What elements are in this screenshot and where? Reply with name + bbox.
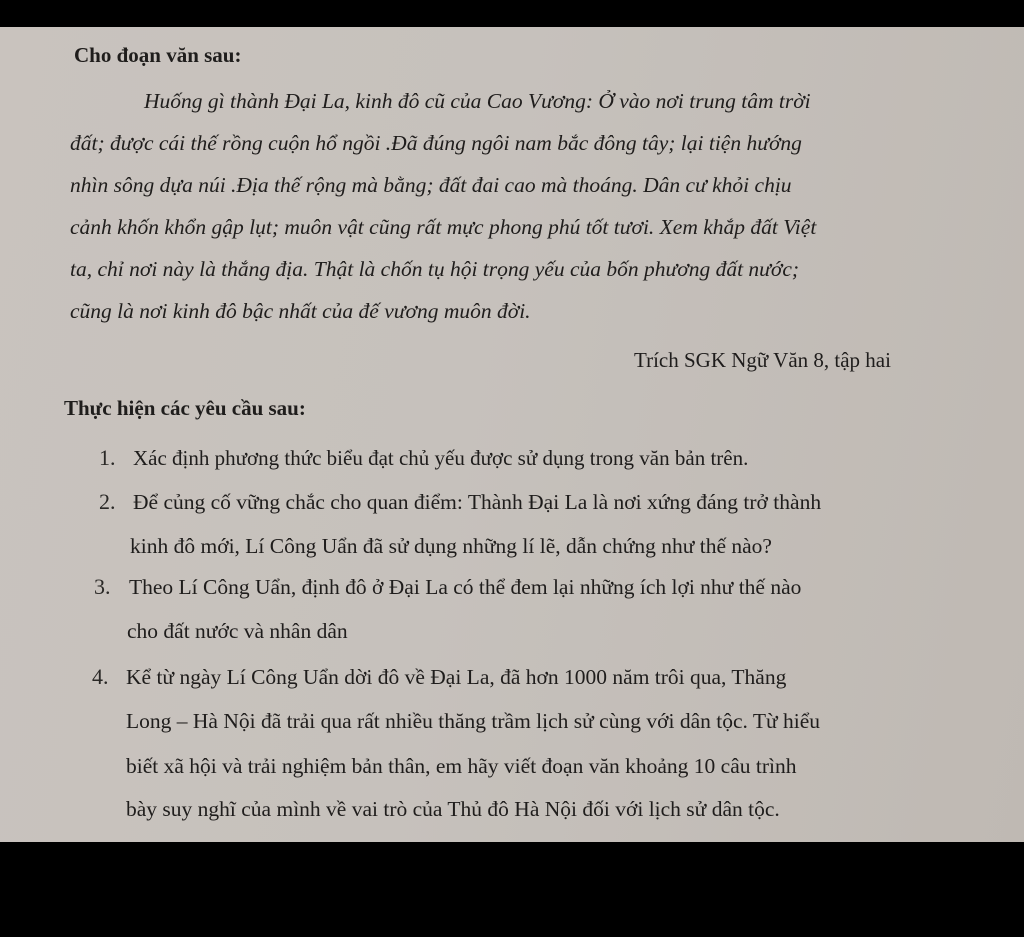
task-number: 3. — [94, 574, 111, 599]
task-line: Theo Lí Công Uẩn, định đô ở Đại La có thể đem lại những ích lợi như thế nào — [129, 575, 802, 599]
passage-line: cũng là nơi kinh đô bậc nhất của đế vương muôn đời. — [70, 299, 531, 323]
passage-line: ta, chỉ nơi này là thắng địa. Thật là chốn tụ hội trọng yếu của bốn phương đất nước; — [70, 257, 800, 281]
tasks-heading: Thực hiện các yêu cầu sau: — [64, 396, 306, 420]
passage-line: cảnh khốn khổn gập lụt; muôn vật cũng rất mực phong phú tốt tươi. Xem khắp đất Việt — [70, 215, 817, 239]
passage-line: Huống gì thành Đại La, kinh đô cũ của Cao Vương: Ở vào nơi trung tâm trời — [144, 89, 811, 113]
passage-line: đất; được cái thế rồng cuộn hổ ngồi .Đã đúng ngôi nam bắc đông tây; lại tiện hướng — [70, 131, 802, 155]
task-line: Long – Hà Nội đã trải qua rất nhiều thăng trầm lịch sử cùng với dân tộc. Từ hiểu — [126, 709, 821, 733]
task-line: cho đất nước và nhân dân — [127, 619, 348, 643]
task-number: 2. — [99, 489, 116, 514]
passage-heading: Cho đoạn văn sau: — [74, 43, 242, 67]
source-citation: Trích SGK Ngữ Văn 8, tập hai — [634, 348, 891, 372]
task-line: bày suy nghĩ của mình về vai trò của Thủ đô Hà Nội đối với lịch sử dân tộc. — [126, 797, 780, 821]
task-number: 1. — [99, 445, 116, 470]
task-line: biết xã hội và trải nghiệm bản thân, em hãy viết đoạn văn khoảng 10 câu trình — [126, 754, 797, 778]
task-line: Kể từ ngày Lí Công Uẩn dời đô về Đại La, đã hơn 1000 năm trôi qua, Thăng — [126, 665, 787, 689]
passage-line: nhìn sông dựa núi .Địa thế rộng mà bằng; đất đai cao mà thoáng. Dân cư khỏi chịu — [70, 173, 792, 197]
top-black-border — [0, 0, 1024, 27]
document-page — [0, 27, 1024, 842]
task-number: 4. — [92, 664, 109, 689]
bottom-black-border — [0, 842, 1024, 937]
task-line: kinh đô mới, Lí Công Uẩn đã sử dụng những lí lẽ, dẫn chứng như thế nào? — [130, 534, 772, 558]
task-line: Xác định phương thức biểu đạt chủ yếu được sử dụng trong văn bản trên. — [133, 446, 749, 470]
task-line: Để củng cố vững chắc cho quan điểm: Thành Đại La là nơi xứng đáng trở thành — [133, 490, 822, 514]
